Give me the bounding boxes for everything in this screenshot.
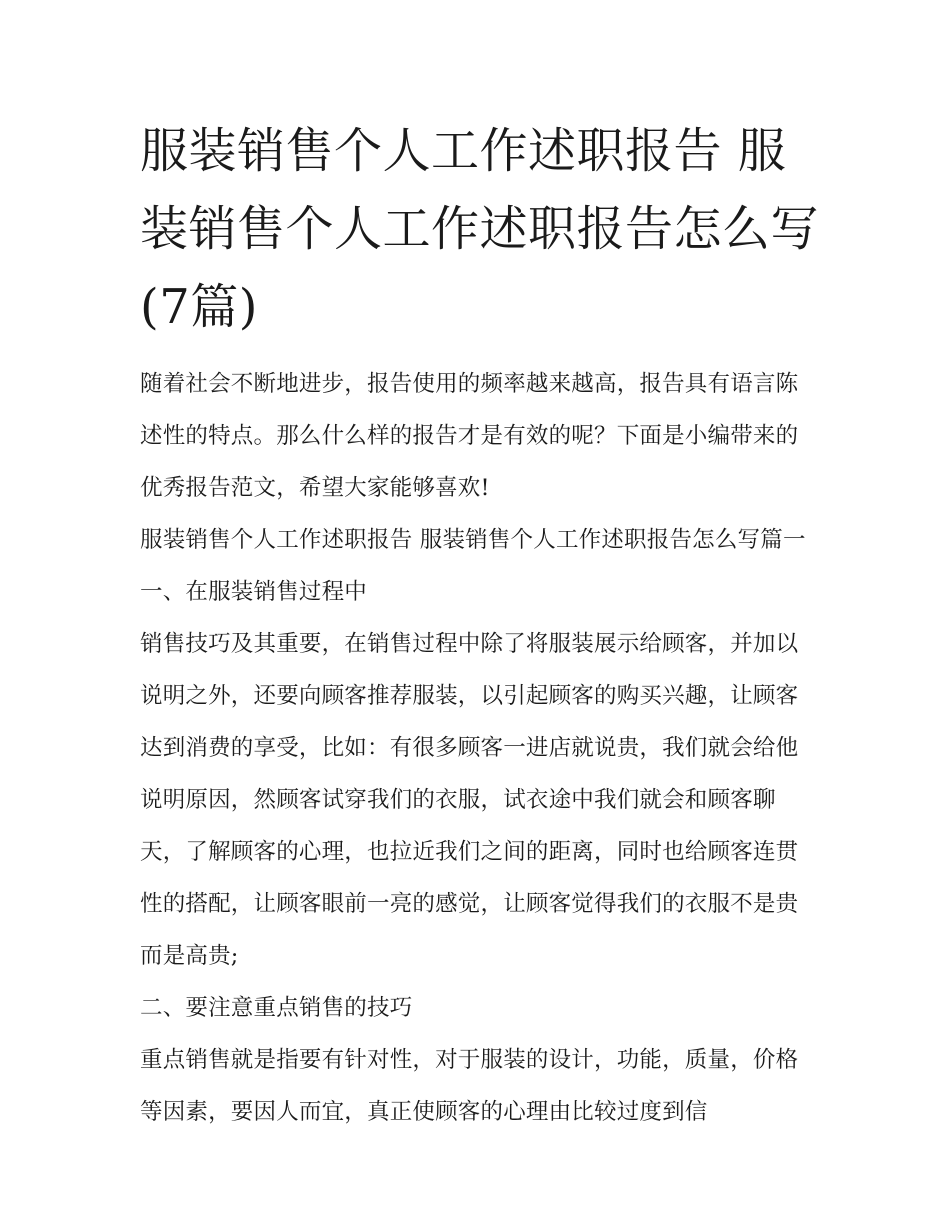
body-paragraph: 重点销售就是指要有针对性，对于服装的设计，功能，质量，价格等因素，要因人而宜，真正使顾客的心理由比较过度到信 bbox=[140, 1047, 799, 1125]
section-heading: 二、要注意重点销售的技巧 bbox=[140, 995, 413, 1021]
body-paragraph: 销售技巧及其重要，在销售过程中除了将服装展示给顾客，并加以说明之外，还要向顾客推荐服装，以引起顾客的购买兴趣，让顾客达到消费的享受，比如：有很多顾客一进店就说贵，我们就会给他说明原因，然顾客试穿我们的衣服，试衣途中我们就会和顾客聊天，了解顾客的心理，也拉近我们之间的距离，同时也给顾客连贯性的搭配，让顾客眼前一亮的感觉，让顾客觉得我们的衣服不是贵而是高贵; bbox=[140, 631, 799, 969]
section-heading-paragraph: 服装销售个人工作述职报告 服装销售个人工作述职报告怎么写篇一 一、在服装销售过程中 bbox=[140, 527, 806, 605]
document-page bbox=[140, 112, 820, 1138]
document-title: 服装销售个人工作述职报告 服装销售个人工作述职报告怎么写(7篇) bbox=[140, 123, 820, 335]
intro-paragraph: 随着社会不断地进步，报告使用的频率越来越高，报告具有语言陈述性的特点。那么什么样的报告才是有效的呢？下面是小编带来的优秀报告范文，希望大家能够喜欢! bbox=[140, 371, 799, 501]
